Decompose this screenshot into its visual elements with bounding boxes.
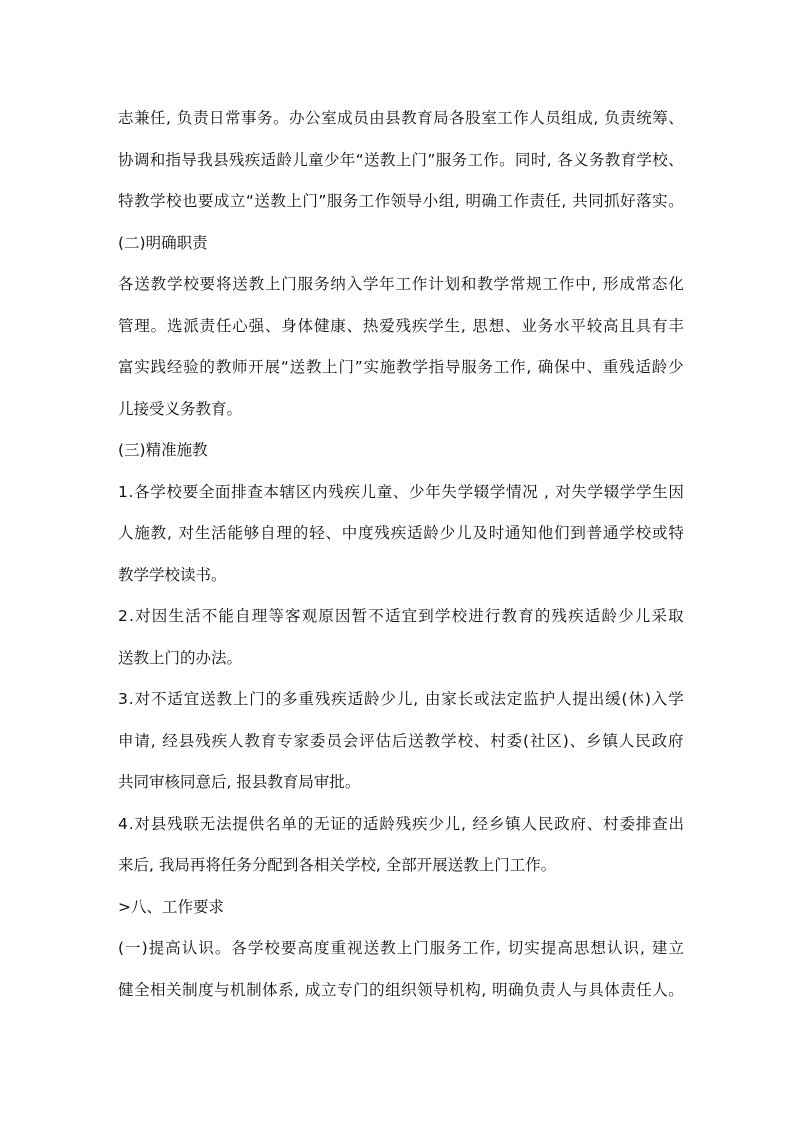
paragraph-line: 送教上门的办法。 [118,649,243,667]
section-heading: >八、工作要求 [118,898,224,916]
paragraph-line: 儿接受义务教育。 [118,400,243,418]
paragraph-line: 2 . 对 因 生 活 不 能 自 理 等 客 观 原 因 暂 不 适 宜 到 学 校 进 行 教 育 的 残 疾 适 龄 少 儿 采 取 [118,607,684,625]
paragraph-line: 人 施 教 , 对 生 活 能 够 自 理 的 轻 、 中 度 残 疾 适 龄 少 儿 及 时 通 知 他 们 到 普 通 学 校 或 特 [118,524,684,542]
paragraph-line: 各 送 教 学 校 要 将 送 教 上 门 服 务 纳 入 学 年 工 作 计 划 和 教 学 常 规 工 作 中 , 形 成 常 态 化 [118,275,684,293]
section-heading: (二)明确职责 [118,234,208,252]
paragraph-line: 管 理 。 选 派 责 任 心 强 、 身 体 健 康 、 热 爱 残 疾 学 生 , 思 想 、 业 务 水 平 较 高 且 具 有 丰 [118,317,684,335]
paragraph-line: 4 . 对 县 残 联 无 法 提 供 名 单 的 无 证 的 适 龄 残 疾 少 儿 , 经 乡 镇 人 民 政 府 、 村 委 排 查 出 [118,815,684,833]
paragraph-line: 健 全 相 关 制 度 与 机 制 体 系 , 成 立 专 门 的 组 织 领 导 机 构 , 明 确 负 责 人 与 具 体 责 任 人 。 [118,981,684,999]
paragraph-line: 1 . 各 学 校 要 全 面 排 查 本 辖 区 内 残 疾 儿 童 、 少 年 失 学 辍 学 情 况 , 对 失 学 辍 学 学 生 因 [118,483,684,501]
paragraph-line: ( 一 ) 提 高 认 识 。 各 学 校 要 高 度 重 视 送 教 上 门 服 务 工 作 , 切 实 提 高 思 想 认 识 , 建 立 [118,939,684,957]
paragraph-line: 富 实 践 经 验 的 教 师 开 展 “ 送 教 上 门 ” 实 施 教 学 指 导 服 务 工 作 , 确 保 中 、 重 残 适 龄 少 [118,358,684,376]
paragraph-line: 共同审核同意后, 报县教育局审批。 [118,773,361,791]
paragraph-line: 3 . 对 不 适 宜 送 教 上 门 的 多 重 残 疾 适 龄 少 儿 , 由 家 长 或 法 定 监 护 人 提 出 缓 ( 休 ) 入 学 [118,690,684,708]
section-heading: (三)精准施教 [118,441,208,459]
paragraph-line: 申 请 , 经 县 残 疾 人 教 育 专 家 委 员 会 评 估 后 送 教 学 校 、 村 委 ( 社 区 ) 、 乡 镇 人 民 政 府 [118,732,684,750]
paragraph-line: 特 教 学 校 也 要 成 立 “ 送 教 上 门 ” 服 务 工 作 领 导 小 组 , 明 确 工 作 责 任 , 共 同 抓 好 落 实 。 [118,192,684,210]
paragraph-line: 教学学校读书。 [118,566,227,584]
paragraph-line: 志 兼 任 , 负 责 日 常 事 务 。 办 公 室 成 员 由 县 教 育 局 各 股 室 工 作 人 员 组 成 , 负 责 统 筹 、 [118,109,684,127]
paragraph-line: 来后, 我局再将任务分配到各相关学校, 全部开展送教上门工作。 [118,856,557,874]
paragraph-line: 协 调 和 指 导 我 县 残 疾 适 龄 儿 童 少 年 “ 送 教 上 门 ” 服 务 工 作 。 同 时 , 各 义 务 教 育 学 校 、 [118,151,684,169]
